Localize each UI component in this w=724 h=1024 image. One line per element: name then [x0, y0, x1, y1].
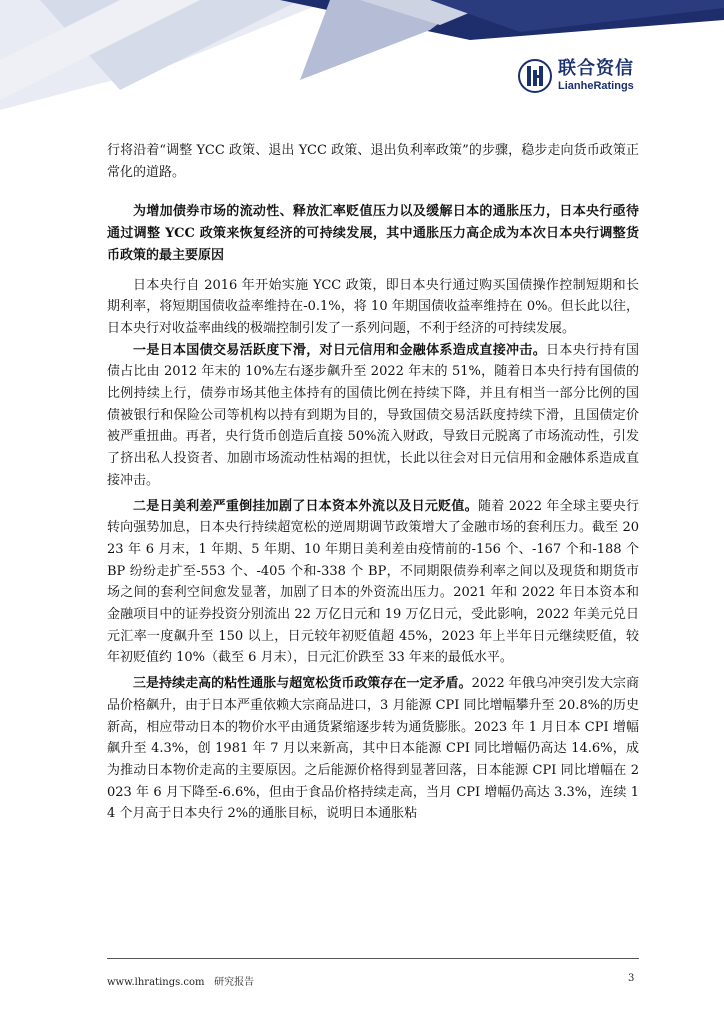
footer-divider — [107, 958, 639, 959]
point-two-lead: 二是日美利差严重倒挂加剧了日本资本外流以及日元贬值。 — [133, 498, 478, 514]
brand-logo — [518, 56, 634, 96]
document-body — [107, 140, 639, 825]
paragraph-point-three — [107, 673, 639, 825]
paragraph-point-one — [107, 340, 639, 492]
paragraph-ycc-intro: 日本央行自 2016 年开始实施 YCC 政策，即日本央行通过购买国债操作控制短期和长期利率，将短期国债收益率维持在-0.1%，将 10 年期国债收益率维持在 0%。但长此以往，日本央行对收益率曲线的极端控制引发了一系列问题，不利于经济的可持续发展。 — [107, 277, 639, 336]
logo-english-name: LianheRatings — [558, 80, 634, 92]
point-three-lead: 三是持续走高的粘性通胀与超宽松货币政策存在一定矛盾。 — [133, 676, 472, 692]
footer-label: 研究报告 — [214, 977, 255, 988]
point-one-text: 日本央行持有国债占比由 2012 年末的 10%左右逐步飙升至 2022 年末的 51%，随着日本央行持有国债的比例持续上行，债券市场其他主体持有的国债比例在持续下降，并且有相当一部分比例的国债被银行和保险公司等机构以持有到期为目的，导致国债交易活跃度持续下滑，且国债定价被严重扭曲。再者，央行货币创造后直接 50%流入财政，导致日元脱离了市场流动性，引发了挤出私人投资者、加剧市场流动性枯竭的担忧，长此以往会对日元信用和金融体系造成直接冲击。 — [107, 342, 639, 488]
footer-source — [107, 973, 254, 988]
footer-website: www.lhratings.com — [107, 977, 205, 988]
lianhe-logo-icon — [518, 59, 552, 93]
point-two-text: 随着 2022 年全球主要央行转向强势加息，日本央行持续超宽松的逆周期调节政策增大了金融市场的套利压力。截至 2023 年 6 月末，1 年期、5 年期、10 年期日美利差由疫情前的-156 个、-167 个和-188 个 BP 纷纷走扩至-553 个、-405 个和-338 个 BP，不同期限债券利率之间以及现货和期货市场之间的套利空间愈发显著，加剧了日本的外资流出压力。2021 年和 2022 年日本资本和金融项目中的证券投资分别流出 22 万亿日元和 19 万亿日元，受此影响，2022 年美元兑日元汇率一度飙升至 150 以上，日元较年初贬值超 45%，2023 年上半年日元继续贬值，较年初贬值约 10%（截至 6 月末），日元汇价跌至 33 年来的最低水平。 — [107, 498, 639, 666]
paragraph-point-two — [107, 496, 639, 670]
logo-chinese-name: 联合资信 — [558, 58, 634, 79]
point-one-lead: 一是日本国债交易活跃度下滑，对日元信用和金融体系造成直接冲击。 — [133, 342, 547, 358]
paragraph-continued: 行将沿着“调整 YCC 政策、退出 YCC 政策、退出负利率政策”的步骤，稳步走向货币政策正常化的道路。 — [107, 143, 639, 180]
point-three-text: 2022 年俄乌冲突引发大宗商品价格飙升，由于日本严重依赖大宗商品进口，3 月能源 CPI 同比增幅攀升至 20.8%的历史新高，相应带动日本的物价水平由通货紧缩逐步转为通货膨胀。2023 年 1 月日本 CPI 增幅飙升至 4.3%，创 1981 年 7 月以来新高，其中日本能源 CPI 同比增幅仍高达 14.6%，成为推动日本物价走高的主要原因。之后能源价格得到显著回落，日本能源 CPI 同比增幅在 2023 年 6 月下降至-6.6%，但由于食品价格持续走高，当月 CPI 增幅仍高达 3.3%，连续 14 个月高于日本央行 2%的通胀目标，说明日本通胀粘 — [107, 676, 639, 822]
section-heading: 为增加债券市场的流动性、释放汇率贬值压力以及缓解日本的通胀压力，日本央行亟待通过调整 YCC 政策来恢复经济的可持续发展，其中通胀压力高企成为本次日本央行调整货币政策的最主要原因 — [107, 204, 639, 263]
page-number: 3 — [628, 973, 635, 984]
